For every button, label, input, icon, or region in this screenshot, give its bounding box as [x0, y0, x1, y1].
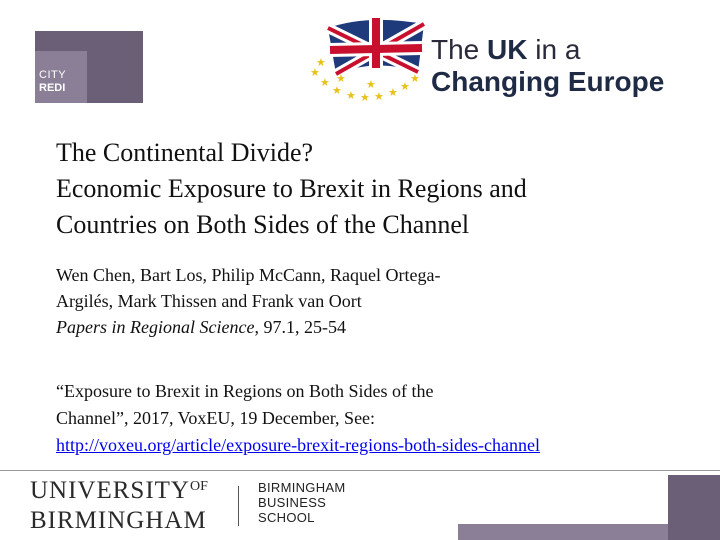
uk-logo-line1 [431, 34, 580, 66]
university-of-birmingham-logo [30, 478, 208, 534]
svg-text:★: ★ [332, 84, 342, 97]
authors-line2: Argilés, Mark Thissen and Frank van Oort [56, 291, 362, 311]
svg-text:★: ★ [360, 91, 370, 104]
footer-logo-separator [238, 486, 239, 526]
authors-line1: Wen Chen, Bart Los, Philip McCann, Raquel Ortega- [56, 265, 441, 285]
voxeu-article-link[interactable]: http://voxeu.org/article/exposure-brexit-regions-both-sides-channel [56, 435, 541, 455]
bbs-line3: SCHOOL [258, 510, 315, 525]
uk-logo-line1-bold: UK [487, 34, 528, 65]
svg-text:★: ★ [320, 76, 330, 89]
voxeu-line2: Channel”, 2017, VoxEU, 19 December, See: [56, 408, 376, 428]
svg-text:★: ★ [346, 89, 356, 102]
voxeu-line1: “Exposure to Brexit in Regions on Both Sides of the [56, 381, 434, 401]
svg-text:★: ★ [374, 90, 384, 103]
svg-text:★: ★ [410, 72, 420, 85]
uob-line2: BIRMINGHAM [30, 507, 207, 534]
paper-authors [56, 262, 616, 340]
svg-text:★: ★ [316, 56, 326, 69]
voxeu-reference [56, 378, 656, 459]
footer-corner-block-dark [668, 475, 720, 524]
slide-title [56, 135, 676, 243]
city-redi-logo-line2: REDI [39, 82, 66, 94]
bbs-line2: BUSINESS [258, 495, 327, 510]
journal-name: Papers in Regional Science [56, 317, 255, 337]
footer-corner-bar [458, 524, 668, 540]
birmingham-business-school-logo [258, 480, 346, 525]
uk-logo-line1-prefix: The [431, 34, 488, 65]
uk-logo-line1-suffix: in a [527, 34, 581, 65]
uk-changing-europe-logo [306, 14, 686, 110]
city-redi-logo [35, 31, 143, 103]
uk-logo-line2: Changing Europe [431, 66, 665, 97]
svg-text:★: ★ [310, 66, 320, 79]
union-flag-stars-icon [306, 14, 431, 110]
paper-citation [56, 314, 616, 340]
uob-line1: UNIVERSITY [30, 477, 190, 504]
svg-text:★: ★ [366, 78, 376, 91]
uob-of: OF [190, 479, 208, 494]
slide-title-line2: Economic Exposure to Brexit in Regions and [56, 174, 527, 203]
footer-corner-block-low [668, 524, 720, 540]
slide-title-line3: Countries on Both Sides of the Channel [56, 210, 470, 239]
slide-title-line1: The Continental Divide? [56, 138, 314, 167]
svg-text:★: ★ [388, 86, 398, 99]
footer-divider [0, 470, 720, 471]
svg-text:★: ★ [400, 80, 410, 93]
citation-details: , 97.1, 25-54 [254, 317, 346, 337]
svg-text:★: ★ [336, 72, 346, 85]
city-redi-logo-line1: CITY [39, 69, 67, 81]
bbs-line1: BIRMINGHAM [258, 480, 346, 495]
